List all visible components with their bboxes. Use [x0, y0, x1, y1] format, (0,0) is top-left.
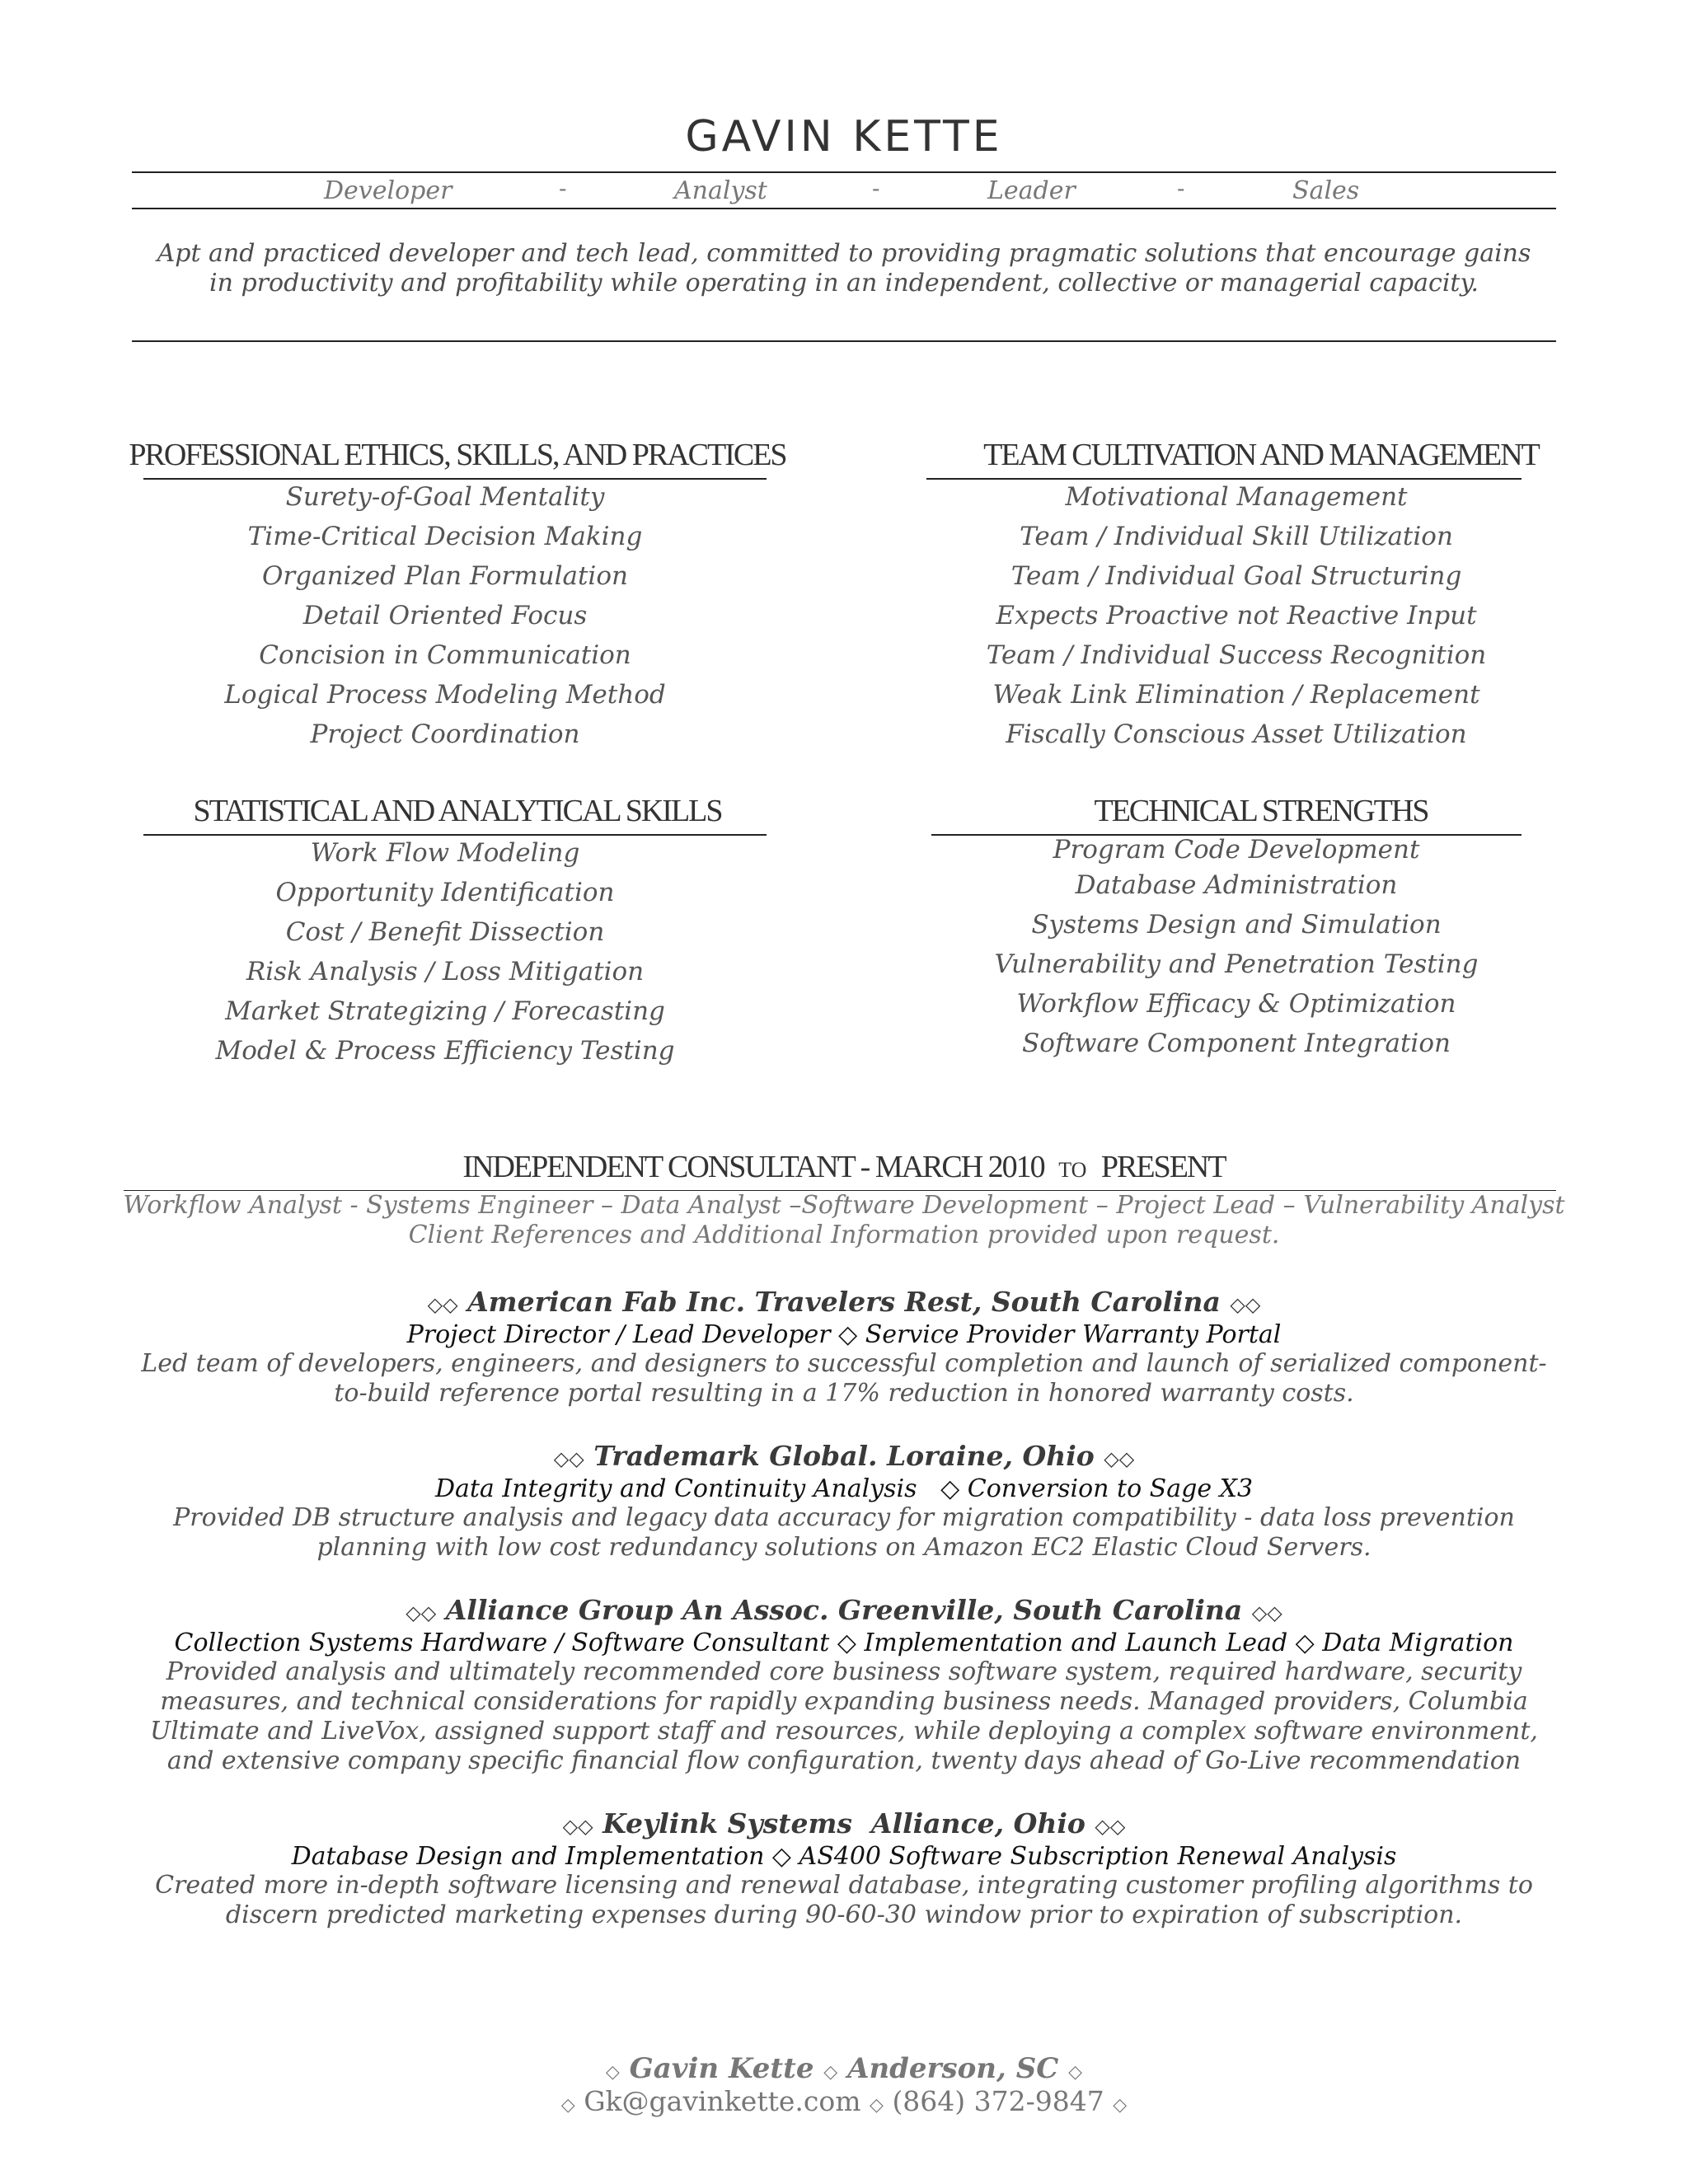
footer-name: Gavin Kette — [629, 2052, 814, 2085]
job-desc-line: to-build reference portal resulting in a 17% reduction in honored warranty costs. — [334, 1379, 1354, 1408]
company-name: American Fab Inc. Travelers Rest, South Carolina — [467, 1286, 1221, 1318]
section-rule — [926, 478, 1522, 480]
diamond-icon: ◇ — [1267, 1601, 1282, 1624]
footer-phone: (864) 372-9847 — [892, 2085, 1104, 2117]
skill-item: Market Strategizing / Forecasting — [225, 996, 665, 1026]
role-separator: - — [559, 175, 567, 202]
diamond-icon: ◇ — [578, 1815, 593, 1838]
job-desc-line: Led team of developers, engineers, and designers to successful completion and launch of serialized component- — [141, 1349, 1547, 1378]
diamond-icon: ◇ — [427, 1293, 443, 1316]
company-name: Alliance Group An Assoc. Greenville, South Carolina — [445, 1594, 1243, 1626]
section-title-ethics: PROFESSIONAL ETHICS, SKILLS, AND PRACTICES — [129, 438, 786, 472]
summary-line: Apt and practiced developer and tech lead, committed to providing pragmatic solutions that encourage gains — [157, 239, 1531, 268]
skill-item: Detail Oriented Focus — [302, 601, 588, 630]
diamond-icon: ◇ — [1251, 1601, 1268, 1624]
diamond-icon: ◇ — [569, 1447, 584, 1470]
job-description — [124, 1349, 1564, 1408]
experience-title-to: TO — [1058, 1158, 1087, 1182]
skill-item: Program Code Development — [1053, 835, 1420, 865]
resume-name: GAVIN KETTE — [685, 112, 1003, 162]
diamond-icon: ◇ — [605, 2062, 620, 2083]
job-position: Collection Systems Hardware / Software Consultant ◇ Implementation and Launch Lead ◇ Data Migration — [174, 1629, 1514, 1657]
role-leader: Leader — [987, 176, 1076, 205]
section-title-team: TEAM CULTIVATION AND MANAGEMENT — [983, 438, 1539, 472]
skill-item: Database Administration — [1075, 870, 1398, 900]
job-desc-line: discern predicted marketing expenses during 90-60-30 window prior to expiration of subscription. — [225, 1900, 1463, 1929]
skill-item: Concision in Communication — [259, 640, 631, 670]
company-name: Keylink Systems Alliance, Ohio — [603, 1807, 1085, 1840]
job-desc-line: Provided DB structure analysis and legacy data accuracy for migration compatibility - data loss prevention — [173, 1503, 1515, 1532]
diamond-icon: ◇ — [1104, 1447, 1119, 1470]
skill-item: Time-Critical Decision Making — [247, 522, 643, 551]
summary-rule — [132, 340, 1556, 342]
job-desc-line: Created more in-depth software licensing and renewal database, integrating customer profiling algorithms to — [155, 1871, 1533, 1900]
experience-title — [0, 1149, 1688, 1185]
job-description — [124, 1657, 1564, 1776]
skill-item: Software Component Integration — [1022, 1029, 1451, 1058]
role-sales: Sales — [1292, 176, 1360, 205]
skill-item: Weak Link Elimination / Replacement — [992, 680, 1480, 710]
skill-item: Vulnerability and Penetration Testing — [994, 949, 1479, 979]
skill-item: Risk Analysis / Loss Mitigation — [246, 957, 645, 987]
summary — [132, 239, 1556, 298]
diamond-icon: ◇ — [870, 2095, 884, 2116]
skill-item: Team / Individual Skill Utilization — [1020, 522, 1453, 551]
diamond-icon: ◇ — [560, 2095, 575, 2116]
experience-note: Client References and Additional Information provided upon request. — [408, 1221, 1280, 1249]
job-company — [0, 1286, 1688, 1318]
skill-item: Surety-of-Goal Mentality — [285, 482, 605, 512]
diamond-icon: ◇ — [1113, 2095, 1128, 2116]
footer-line-1 — [0, 2052, 1688, 2085]
job-company — [0, 1594, 1688, 1626]
skill-item: Team / Individual Success Recognition — [986, 640, 1487, 670]
job-description — [124, 1871, 1564, 1930]
skill-item: Team / Individual Goal Structuring — [1010, 561, 1462, 591]
job-position: Project Director / Lead Developer ◇ Service Provider Warranty Portal — [406, 1320, 1282, 1349]
diamond-icon: ◇ — [1109, 1815, 1126, 1838]
diamond-icon: ◇ — [443, 1293, 458, 1316]
footer-location: Anderson, SC — [847, 2052, 1059, 2085]
role-developer: Developer — [324, 176, 452, 205]
skill-item: Cost / Benefit Dissection — [285, 917, 605, 947]
summary-line: in productivity and profitability while operating in an independent, collective or managerial capacity. — [209, 269, 1479, 298]
company-name: Trademark Global. Loraine, Ohio — [593, 1440, 1095, 1472]
diamond-icon: ◇ — [1068, 2062, 1083, 2083]
skill-item: Workflow Efficacy & Optimization — [1016, 989, 1456, 1019]
role-separator: - — [1177, 175, 1185, 202]
job-position: Data Integrity and Continuity Analysis ◇ Conversion to Sage X3 — [434, 1474, 1254, 1503]
section-title-statistical: STATISTICAL AND ANALYTICAL SKILLS — [193, 794, 722, 828]
experience-title-main: INDEPENDENT CONSULTANT - MARCH 2010 — [462, 1150, 1044, 1184]
job-company — [0, 1440, 1688, 1472]
diamond-icon: ◇ — [553, 1447, 570, 1470]
role-analyst: Analyst — [674, 176, 767, 205]
skill-item: Systems Design and Simulation — [1031, 910, 1442, 940]
skill-item: Logical Process Modeling Method — [224, 680, 666, 710]
diamond-icon: ◇ — [1118, 1447, 1135, 1470]
job-company — [0, 1807, 1688, 1840]
skill-item: Opportunity Identification — [275, 878, 615, 907]
section-title-technical: TECHNICAL STRENGTHS — [1094, 794, 1428, 828]
job-description — [124, 1503, 1564, 1563]
footer-line-2 — [0, 2085, 1688, 2117]
experience-subtitle: Workflow Analyst - Systems Engineer – Data Analyst –Software Development – Project Lead – Vulnerability Analyst — [123, 1191, 1565, 1220]
diamond-icon: ◇ — [406, 1601, 421, 1624]
skill-item: Model & Process Efficiency Testing — [215, 1036, 675, 1066]
diamond-icon: ◇ — [420, 1601, 437, 1624]
job-position: Database Design and Implementation ◇ AS400 Software Subscription Renewal Analysis — [291, 1842, 1397, 1871]
job-desc-line: Ultimate and LiveVox, assigned support staff and resources, while deploying a complex software environment, — [150, 1717, 1538, 1746]
footer-email[interactable]: Gk@gavinkette.com — [584, 2085, 861, 2117]
section-rule — [143, 834, 767, 836]
skill-item: Motivational Management — [1065, 482, 1408, 512]
skill-item: Fiscally Conscious Asset Utilization — [1006, 719, 1467, 749]
job-desc-line: Provided analysis and ultimately recommended core business software system, required hardware, security — [166, 1657, 1522, 1686]
diamond-icon: ◇ — [562, 1815, 579, 1838]
diamond-icon: ◇ — [1245, 1293, 1261, 1316]
skill-item: Organized Plan Formulation — [262, 561, 628, 591]
job-desc-line: and extensive company specific financial flow configuration, twenty days ahead of Go-Live recommendation — [166, 1746, 1522, 1775]
header-top-rule — [132, 171, 1556, 173]
section-rule — [143, 478, 767, 480]
skill-item: Expects Proactive not Reactive Input — [996, 601, 1477, 630]
experience-title-end: PRESENT — [1100, 1150, 1226, 1184]
diamond-icon: ◇ — [1230, 1293, 1245, 1316]
skill-item: Project Coordination — [310, 719, 580, 749]
diamond-icon: ◇ — [823, 2062, 838, 2083]
header-bottom-rule — [132, 208, 1556, 209]
job-desc-line: measures, and technical considerations for rapidly expanding business needs. Managed providers, Columbia — [160, 1687, 1528, 1716]
job-desc-line: planning with low cost redundancy solutions on Amazon EC2 Elastic Cloud Servers. — [316, 1533, 1372, 1562]
diamond-icon: ◇ — [1095, 1815, 1110, 1838]
skill-item: Work Flow Modeling — [310, 838, 580, 868]
role-separator: - — [872, 175, 880, 202]
